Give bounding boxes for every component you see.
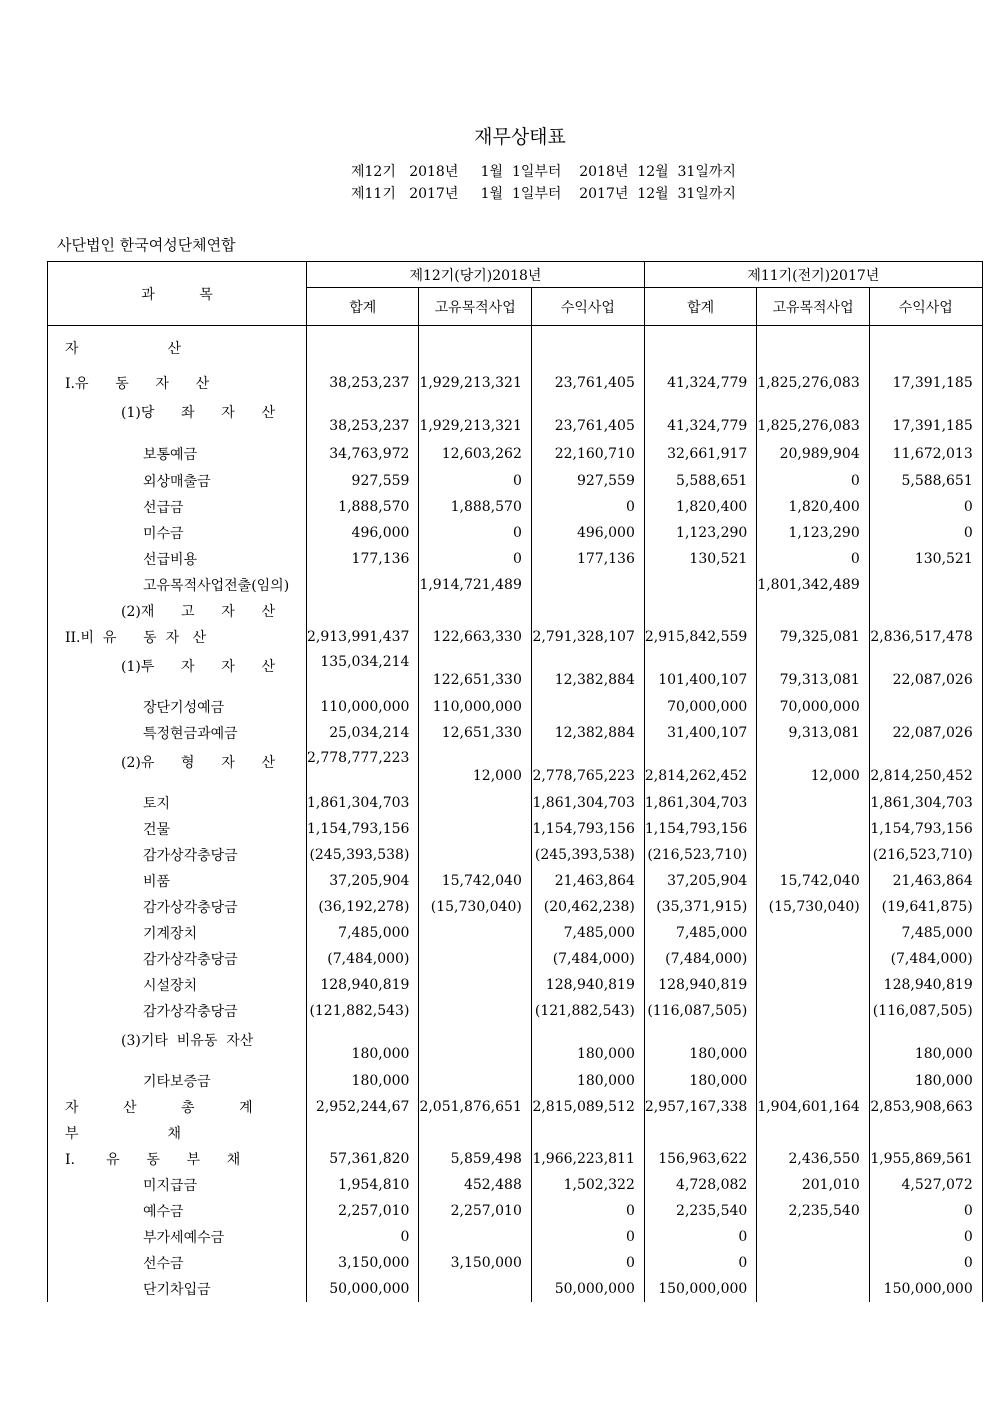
period-current: 제12기 2018년 1월 1일부터 2018년 12월 31일까지 [351, 164, 736, 180]
row-value: 1,954,810 [307, 1172, 419, 1198]
row-value [644, 572, 756, 598]
row-label: 기계장치 [48, 920, 307, 946]
table-row [48, 1172, 983, 1198]
row-value: 1,929,213,321 [419, 396, 531, 440]
row-value: 50,000,000 [531, 1276, 644, 1302]
row-value: 25,034,214 [307, 720, 419, 746]
row-value: 23,761,405 [531, 396, 644, 440]
row-label: 미지급금 [48, 1172, 307, 1198]
row-value [644, 598, 756, 624]
row-value [307, 572, 419, 598]
row-label: 외상매출금 [48, 468, 307, 494]
row-value [307, 326, 419, 370]
header-prior-total: 합계 [644, 288, 756, 326]
row-value [419, 1120, 531, 1146]
row-label: 자 산 총 계 [48, 1094, 307, 1120]
table-row [48, 816, 983, 842]
row-value [757, 842, 869, 868]
row-label: (3)기타 비유동 자산 [48, 1024, 307, 1068]
row-value [307, 1120, 419, 1146]
document-title: 재무상태표 [474, 126, 566, 148]
balance-sheet-table [47, 261, 983, 1302]
row-value: 1,929,213,321 [419, 370, 531, 396]
row-value: 1,914,721,489 [419, 572, 531, 598]
period-prior: 제11기 2017년 1월 1일부터 2017년 12월 31일까지 [351, 186, 736, 202]
row-value: 12,382,884 [531, 650, 644, 694]
row-value [757, 790, 869, 816]
row-label: I.유 동 자 산 [48, 370, 307, 396]
table-row [48, 650, 983, 694]
row-value: 0 [531, 1224, 644, 1250]
row-label: 선수금 [48, 1250, 307, 1276]
row-value: 41,324,779 [644, 396, 756, 440]
row-value: 21,463,864 [531, 868, 644, 894]
row-value: 2,814,262,452 [644, 746, 756, 790]
table-row [48, 370, 983, 396]
row-value: 32,661,917 [644, 440, 756, 468]
row-value: 0 [757, 468, 869, 494]
row-value: 2,257,010 [307, 1198, 419, 1224]
row-value: 0 [419, 546, 531, 572]
row-value: 79,325,081 [757, 624, 869, 650]
table-row [48, 746, 983, 790]
row-value: 5,588,651 [644, 468, 756, 494]
row-label: 건물 [48, 816, 307, 842]
row-value: 1,123,290 [757, 520, 869, 546]
row-value: 0 [869, 494, 982, 520]
row-value: 0 [531, 1250, 644, 1276]
row-value [531, 694, 644, 720]
row-value: 2,915,842,559 [644, 624, 756, 650]
row-value [419, 790, 531, 816]
row-value: 150,000,000 [869, 1276, 982, 1302]
row-label: 선급비용 [48, 546, 307, 572]
row-value: 12,651,330 [419, 720, 531, 746]
row-label: 시설장치 [48, 972, 307, 998]
row-value: 41,324,779 [644, 370, 756, 396]
row-value: 177,136 [307, 546, 419, 572]
row-value [757, 920, 869, 946]
row-value: 0 [531, 494, 644, 520]
row-value: 150,000,000 [644, 1276, 756, 1302]
row-value: 7,485,000 [869, 920, 982, 946]
row-value [757, 326, 869, 370]
row-value: 110,000,000 [307, 694, 419, 720]
table-row [48, 1024, 983, 1068]
table-row [48, 546, 983, 572]
row-value: 0 [307, 1224, 419, 1250]
row-value: 2,791,328,107 [531, 624, 644, 650]
row-value: 128,940,819 [531, 972, 644, 998]
row-value: (15,730,040) [419, 894, 531, 920]
row-value: 128,940,819 [869, 972, 982, 998]
row-value: 22,160,710 [531, 440, 644, 468]
row-value: 496,000 [307, 520, 419, 546]
row-value [644, 326, 756, 370]
row-value: (20,462,238) [531, 894, 644, 920]
row-value: 12,000 [757, 746, 869, 790]
table-row [48, 1120, 983, 1146]
row-value [757, 1224, 869, 1250]
table-row [48, 520, 983, 546]
row-value: 9,313,081 [757, 720, 869, 746]
row-value: 452,488 [419, 1172, 531, 1198]
row-value: (7,484,000) [869, 946, 982, 972]
row-value [419, 998, 531, 1024]
row-value [419, 1024, 531, 1068]
row-value: 37,205,904 [644, 868, 756, 894]
row-label: 고유목적사업전출(임의) [48, 572, 307, 598]
row-label: 토지 [48, 790, 307, 816]
table-row [48, 440, 983, 468]
row-value: (245,393,538) [531, 842, 644, 868]
row-value: 2,051,876,651 [419, 1094, 531, 1120]
table-row [48, 624, 983, 650]
row-value: 12,382,884 [531, 720, 644, 746]
row-value [757, 972, 869, 998]
row-value [644, 1120, 756, 1146]
row-value [419, 1224, 531, 1250]
row-value: 927,559 [307, 468, 419, 494]
row-value: 17,391,185 [869, 370, 982, 396]
row-label: 감가상각충당금 [48, 842, 307, 868]
row-label: (1)당 좌 자 산 [48, 396, 307, 440]
header-current-total: 합계 [307, 288, 419, 326]
row-value: 1,820,400 [757, 494, 869, 520]
row-value: 79,313,081 [757, 650, 869, 694]
row-value: 0 [644, 1224, 756, 1250]
row-value [757, 1024, 869, 1068]
row-value: (216,523,710) [869, 842, 982, 868]
row-value: 180,000 [644, 1068, 756, 1094]
row-value: (15,730,040) [757, 894, 869, 920]
row-label: (1)투 자 자 산 [48, 650, 307, 694]
row-value: 1,825,276,083 [757, 396, 869, 440]
row-value: (121,882,543) [307, 998, 419, 1024]
organization-name: 사단법인 한국여성단체연합 [57, 236, 236, 254]
row-value: 57,361,820 [307, 1146, 419, 1172]
row-value: 1,123,290 [644, 520, 756, 546]
row-value: 1,825,276,083 [757, 370, 869, 396]
table-row [48, 572, 983, 598]
row-value: 101,400,107 [644, 650, 756, 694]
row-value: 0 [869, 1224, 982, 1250]
row-value: 34,763,972 [307, 440, 419, 468]
row-value: 1,861,304,703 [644, 790, 756, 816]
row-value: 15,742,040 [757, 868, 869, 894]
row-value [757, 1120, 869, 1146]
header-period-current: 제12기(당기)2018년 [307, 262, 645, 288]
row-value: 128,940,819 [307, 972, 419, 998]
row-value: 1,502,322 [531, 1172, 644, 1198]
row-value [419, 598, 531, 624]
row-value: 0 [531, 1198, 644, 1224]
row-value: 7,485,000 [644, 920, 756, 946]
row-value: 1,820,400 [644, 494, 756, 520]
row-label: II.비 유 동 자 산 [48, 624, 307, 650]
row-value [869, 1120, 982, 1146]
row-label: (2)유 형 자 산 [48, 746, 307, 790]
row-value: 4,728,082 [644, 1172, 756, 1198]
row-value: 11,672,013 [869, 440, 982, 468]
row-value: 2,952,244,67 [307, 1094, 419, 1120]
row-value: 0 [869, 1198, 982, 1224]
row-value: 70,000,000 [757, 694, 869, 720]
row-value: 2,815,089,512 [531, 1094, 644, 1120]
table-row [48, 1276, 983, 1302]
row-value: 180,000 [869, 1024, 982, 1068]
row-value: 2,814,250,452 [869, 746, 982, 790]
table-row [48, 946, 983, 972]
row-value [419, 1068, 531, 1094]
row-value [531, 598, 644, 624]
row-value: 20,989,904 [757, 440, 869, 468]
table-row [48, 1094, 983, 1120]
row-value: 2,913,991,437 [307, 624, 419, 650]
row-value: 2,436,550 [757, 1146, 869, 1172]
row-value: 1,966,223,811 [531, 1146, 644, 1172]
row-value: 22,087,026 [869, 720, 982, 746]
row-value: 128,940,819 [644, 972, 756, 998]
row-value: 2,957,167,338 [644, 1094, 756, 1120]
row-label: 보통예금 [48, 440, 307, 468]
row-value: 3,150,000 [307, 1250, 419, 1276]
row-value: 1,888,570 [307, 494, 419, 520]
row-value [531, 1120, 644, 1146]
header-current-purpose: 고유목적사업 [419, 288, 531, 326]
row-value: 0 [757, 546, 869, 572]
table-row [48, 920, 983, 946]
row-value [869, 326, 982, 370]
row-value: 177,136 [531, 546, 644, 572]
row-value: (19,641,875) [869, 894, 982, 920]
row-value: 12,603,262 [419, 440, 531, 468]
row-label: 부가세예수금 [48, 1224, 307, 1250]
row-label: 감가상각충당금 [48, 998, 307, 1024]
row-label: 부 채 [48, 1120, 307, 1146]
row-value: (36,192,278) [307, 894, 419, 920]
row-value: 3,150,000 [419, 1250, 531, 1276]
row-value [419, 920, 531, 946]
row-value: 2,778,777,223 [307, 746, 419, 790]
row-label: 예수금 [48, 1198, 307, 1224]
row-label: I. 유 동 부 채 [48, 1146, 307, 1172]
row-value [757, 998, 869, 1024]
row-value: (245,393,538) [307, 842, 419, 868]
row-value: 1,888,570 [419, 494, 531, 520]
row-value: 1,861,304,703 [869, 790, 982, 816]
row-value: 38,253,237 [307, 396, 419, 440]
row-value: 38,253,237 [307, 370, 419, 396]
row-value: 7,485,000 [307, 920, 419, 946]
row-value [757, 1250, 869, 1276]
row-value: 15,742,040 [419, 868, 531, 894]
row-value [757, 1068, 869, 1094]
row-value: (116,087,505) [869, 998, 982, 1024]
table-row [48, 790, 983, 816]
header-current-revenue: 수익사업 [531, 288, 644, 326]
row-value [757, 946, 869, 972]
row-value: (7,484,000) [531, 946, 644, 972]
row-value: 5,588,651 [869, 468, 982, 494]
row-value: 2,235,540 [757, 1198, 869, 1224]
row-value: 122,663,330 [419, 624, 531, 650]
row-label: 비품 [48, 868, 307, 894]
row-value: 180,000 [531, 1068, 644, 1094]
row-value: 21,463,864 [869, 868, 982, 894]
table-row [48, 720, 983, 746]
row-value: (121,882,543) [531, 998, 644, 1024]
row-value: (216,523,710) [644, 842, 756, 868]
row-value: 156,963,622 [644, 1146, 756, 1172]
row-value: 180,000 [307, 1024, 419, 1068]
row-value: 1,154,793,156 [644, 816, 756, 842]
row-value: 2,235,540 [644, 1198, 756, 1224]
row-value: 31,400,107 [644, 720, 756, 746]
row-label: 선급금 [48, 494, 307, 520]
row-label: (2)재 고 자 산 [48, 598, 307, 624]
table-row [48, 468, 983, 494]
row-value: 5,859,498 [419, 1146, 531, 1172]
row-value: 12,000 [419, 746, 531, 790]
row-value: 22,087,026 [869, 650, 982, 694]
row-label: 특정현금과예금 [48, 720, 307, 746]
row-value: 1,861,304,703 [307, 790, 419, 816]
row-value: 1,801,342,489 [757, 572, 869, 598]
table-row [48, 1250, 983, 1276]
row-value [531, 572, 644, 598]
row-value: 1,154,793,156 [869, 816, 982, 842]
table-row [48, 972, 983, 998]
table-row [48, 494, 983, 520]
header-item-column: 과 목 [48, 262, 307, 326]
row-value: 4,527,072 [869, 1172, 982, 1198]
row-value: (7,484,000) [307, 946, 419, 972]
row-label: 장단기성예금 [48, 694, 307, 720]
row-value: 1,154,793,156 [307, 816, 419, 842]
header-prior-purpose: 고유목적사업 [757, 288, 869, 326]
row-value: (35,371,915) [644, 894, 756, 920]
row-value: 180,000 [531, 1024, 644, 1068]
row-value: 50,000,000 [307, 1276, 419, 1302]
row-value [757, 816, 869, 842]
row-value: 37,205,904 [307, 868, 419, 894]
row-value: 17,391,185 [869, 396, 982, 440]
row-value [757, 1276, 869, 1302]
row-value [419, 972, 531, 998]
row-value: 1,955,869,561 [869, 1146, 982, 1172]
row-value: 0 [869, 1250, 982, 1276]
table-row [48, 1068, 983, 1094]
row-value: 2,836,517,478 [869, 624, 982, 650]
table-header [48, 262, 983, 326]
row-value: (116,087,505) [644, 998, 756, 1024]
row-value: 135,034,214 [307, 650, 419, 694]
row-value [419, 946, 531, 972]
table-row [48, 598, 983, 624]
row-value: 1,904,601,164 [757, 1094, 869, 1120]
row-value: 180,000 [307, 1068, 419, 1094]
row-value: 180,000 [644, 1024, 756, 1068]
row-value [419, 816, 531, 842]
row-value [869, 694, 982, 720]
row-label: 기타보증금 [48, 1068, 307, 1094]
table-body [48, 326, 983, 1302]
row-value: 180,000 [869, 1068, 982, 1094]
table-row [48, 1224, 983, 1250]
table-row [48, 326, 983, 370]
row-label: 미수금 [48, 520, 307, 546]
row-value: 130,521 [869, 546, 982, 572]
row-value: 122,651,330 [419, 650, 531, 694]
row-value: 1,861,304,703 [531, 790, 644, 816]
row-value: 2,853,908,663 [869, 1094, 982, 1120]
row-value [869, 572, 982, 598]
row-value: 2,257,010 [419, 1198, 531, 1224]
table-row [48, 868, 983, 894]
row-label: 자 산 [48, 326, 307, 370]
row-label: 단기차입금 [48, 1276, 307, 1302]
table-row [48, 1198, 983, 1224]
row-value: 201,010 [757, 1172, 869, 1198]
row-value: 110,000,000 [419, 694, 531, 720]
row-value: 130,521 [644, 546, 756, 572]
row-value: 927,559 [531, 468, 644, 494]
row-value [307, 598, 419, 624]
table-row [48, 1146, 983, 1172]
row-value: 23,761,405 [531, 370, 644, 396]
row-value [419, 326, 531, 370]
row-label: 감가상각충당금 [48, 894, 307, 920]
row-value [757, 598, 869, 624]
table-row [48, 396, 983, 440]
row-value: 0 [419, 520, 531, 546]
table-row [48, 842, 983, 868]
row-value [419, 1276, 531, 1302]
row-value: 0 [644, 1250, 756, 1276]
table-row [48, 894, 983, 920]
row-label: 감가상각충당금 [48, 946, 307, 972]
row-value: 2,778,765,223 [531, 746, 644, 790]
row-value: 7,485,000 [531, 920, 644, 946]
row-value: 0 [869, 520, 982, 546]
header-prior-revenue: 수익사업 [869, 288, 982, 326]
row-value: (7,484,000) [644, 946, 756, 972]
row-value: 1,154,793,156 [531, 816, 644, 842]
row-value: 0 [419, 468, 531, 494]
row-value [419, 842, 531, 868]
row-value [869, 598, 982, 624]
table-row [48, 998, 983, 1024]
row-value: 496,000 [531, 520, 644, 546]
table-row [48, 694, 983, 720]
row-value [531, 326, 644, 370]
header-period-prior: 제11기(전기)2017년 [644, 262, 982, 288]
row-value: 70,000,000 [644, 694, 756, 720]
